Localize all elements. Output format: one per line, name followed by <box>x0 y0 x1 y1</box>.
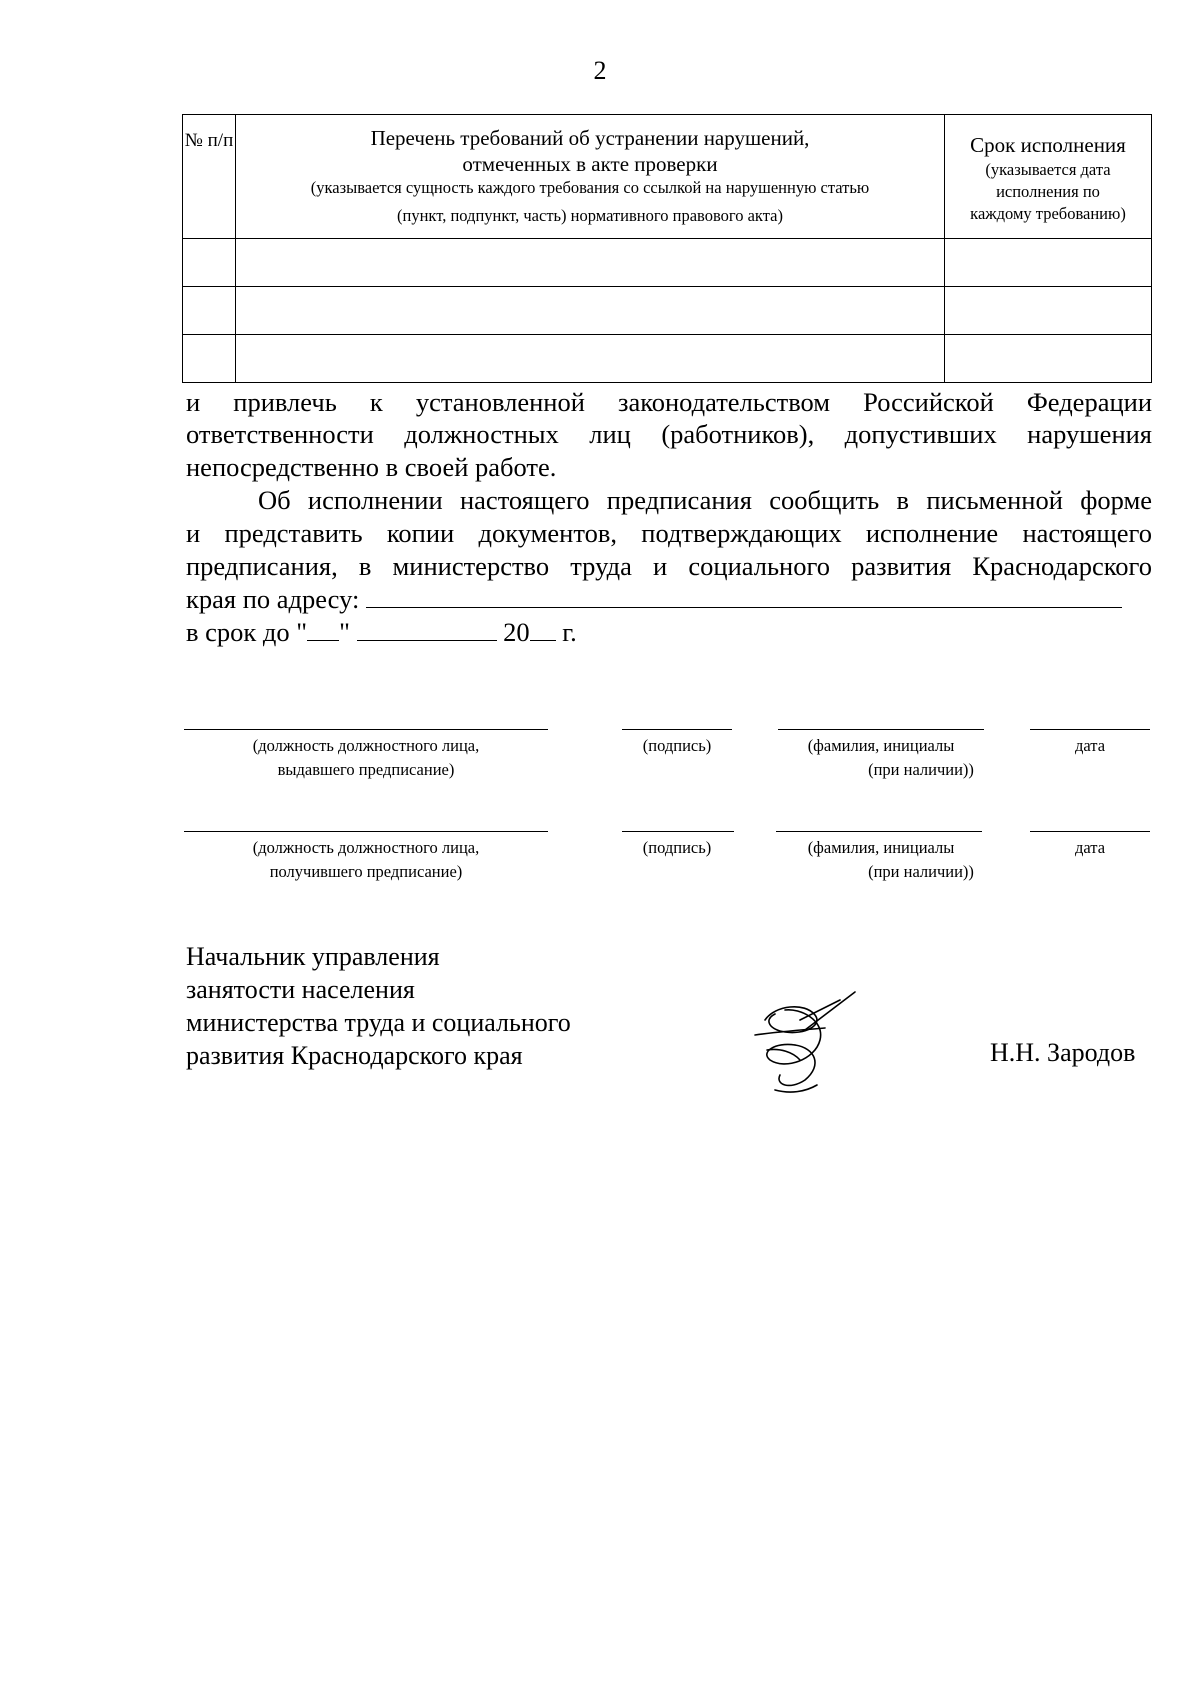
caption-line: (фамилия, инициалы <box>807 736 955 755</box>
row-term-cell <box>945 335 1152 383</box>
row-term-cell <box>945 239 1152 287</box>
deadline-year-prefix: 20 <box>503 617 530 647</box>
paragraph-2-line-1: Об исполнении настоящего предписания сообщить в письменной форме <box>258 485 1152 515</box>
header-term-note-3: каждому требованию) <box>970 204 1126 223</box>
deadline-line <box>186 616 1152 649</box>
receiver-date-line[interactable] <box>1030 831 1150 832</box>
header-requirements-title-2: отмеченных в акте проверки <box>462 152 718 176</box>
deadline-month-blank[interactable] <box>357 616 497 641</box>
issuer-date-caption: дата <box>1074 736 1106 755</box>
receiver-name-caption <box>778 836 984 884</box>
row-requirement-cell <box>236 287 945 335</box>
address-label: края по адресу: <box>186 584 360 614</box>
receiver-position-caption <box>184 836 548 884</box>
issuer-name-line[interactable] <box>778 729 984 730</box>
row-term-cell <box>945 287 1152 335</box>
header-term <box>945 115 1152 239</box>
receiver-signature-line[interactable] <box>622 831 734 832</box>
signer-title-line: Начальник управления <box>186 942 440 971</box>
caption-line: (при наличии)) <box>868 760 974 779</box>
signer-title-line: министерства труда и социального <box>186 1008 571 1037</box>
table-row <box>183 287 1152 335</box>
deadline-year-suffix: г. <box>562 617 577 647</box>
paragraph-1-line-3: непосредственно в своей работе. <box>186 452 557 482</box>
caption-line: (должность должностного лица, <box>252 838 480 857</box>
issuer-date-line[interactable] <box>1030 729 1150 730</box>
caption-line: получившего предписание) <box>269 862 463 881</box>
table-row <box>183 239 1152 287</box>
address-blank[interactable] <box>366 583 1122 608</box>
signer-title-line: занятости населения <box>186 975 415 1004</box>
receiver-position-line[interactable] <box>184 831 548 832</box>
signer-title-line: развития Краснодарского края <box>186 1041 523 1070</box>
paragraph-1-line-2: ответственности должностных лиц (работников), допустивших нарушения <box>186 419 1152 449</box>
row-number-cell <box>183 335 236 383</box>
paragraph-2-line-2: и представить копии документов, подтверждающих исполнение настоящего <box>186 518 1152 548</box>
caption-line: (должность должностного лица, <box>252 736 480 755</box>
paragraph-2-line-3: предписания, в министерство труда и социального развития Краснодарского <box>186 551 1152 581</box>
deadline-year-blank[interactable] <box>530 616 556 641</box>
deadline-label: в срок до " <box>186 617 308 647</box>
caption-line: выдавшего предписание) <box>277 760 455 779</box>
signer-title <box>186 940 571 1072</box>
header-term-note-2: исполнения по <box>996 182 1100 201</box>
header-term-title: Срок исполнения <box>970 133 1126 157</box>
header-requirements-note-2: (пункт, подпункт, часть) нормативного правового акта) <box>397 206 783 225</box>
header-number: № п/п <box>183 115 236 239</box>
row-number-cell <box>183 239 236 287</box>
issuer-position-caption <box>184 734 548 782</box>
receiver-name-line[interactable] <box>776 831 982 832</box>
issuer-signature-line[interactable] <box>622 729 732 730</box>
issuer-position-line[interactable] <box>184 729 548 730</box>
requirements-table <box>182 114 1152 383</box>
deadline-day-blank[interactable] <box>307 616 339 641</box>
caption-line: (при наличии)) <box>868 862 974 881</box>
row-number-cell <box>183 287 236 335</box>
handwritten-signature <box>745 990 865 1100</box>
row-requirement-cell <box>236 335 945 383</box>
page-number: 2 <box>593 56 607 85</box>
issuer-signature-caption: (подпись) <box>642 736 712 755</box>
header-requirements <box>236 115 945 239</box>
receiver-signature-caption: (подпись) <box>642 838 712 857</box>
paragraph-1-line-1: и привлечь к установленной законодательством Российской Федерации <box>186 387 1152 417</box>
issuer-name-caption <box>778 734 984 782</box>
address-line <box>186 583 1152 616</box>
deadline-quote-close: " <box>339 617 350 647</box>
header-term-note-1: (указывается дата <box>985 160 1111 179</box>
row-requirement-cell <box>236 239 945 287</box>
table-row <box>183 335 1152 383</box>
table-header-row <box>183 115 1152 239</box>
receiver-date-caption: дата <box>1074 838 1106 857</box>
header-requirements-note-1: (указывается сущность каждого требования со ссылкой на нарушенную статью <box>310 178 870 197</box>
caption-line: (фамилия, инициалы <box>807 838 955 857</box>
signer-name: Н.Н. Зародов <box>990 1038 1136 1067</box>
header-requirements-title-1: Перечень требований об устранении нарушений, <box>370 126 810 150</box>
